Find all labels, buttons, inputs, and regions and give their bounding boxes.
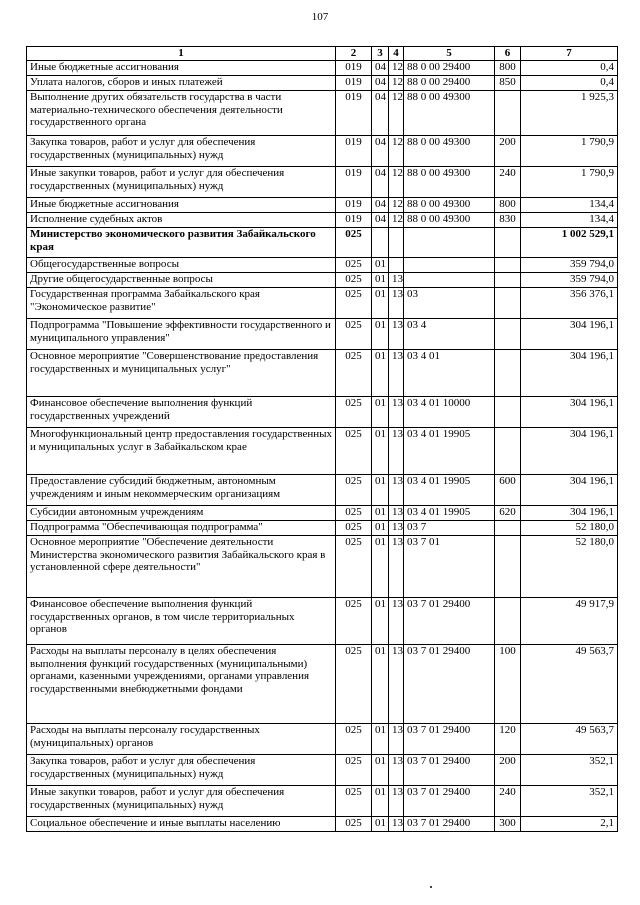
table-row [27,817,618,832]
column-header: 3 [372,47,389,61]
row-vr [495,273,521,288]
row-gr: 019 [336,198,372,213]
row-vr [495,428,521,475]
row-rz: 01 [372,273,389,288]
row-name: Закупка товаров, работ и услуг для обеспечения государственных (муниципальных) нужд [27,755,336,786]
row-vr: 200 [495,755,521,786]
row-vr [495,228,521,258]
row-amount: 134,4 [521,213,618,228]
row-name: Иные бюджетные ассигнования [27,198,336,213]
row-pr: 12 [389,136,404,167]
row-amount: 2,1 [521,817,618,832]
row-vr [495,536,521,598]
row-amount: 304 196,1 [521,319,618,350]
row-pr: 13 [389,475,404,506]
row-csr: 03 7 01 29400 [404,755,495,786]
row-csr: 03 7 01 29400 [404,724,495,755]
row-gr: 025 [336,319,372,350]
table-row [27,61,618,76]
row-gr: 025 [336,598,372,645]
row-rz: 01 [372,645,389,724]
row-amount: 359 794,0 [521,258,618,273]
row-name: Социальное обеспечение и иные выплаты населению [27,817,336,832]
row-vr: 800 [495,61,521,76]
row-rz: 01 [372,786,389,817]
row-vr: 240 [495,786,521,817]
row-pr: 13 [389,536,404,598]
row-pr: 13 [389,645,404,724]
row-gr: 025 [336,228,372,258]
table-row [27,288,618,319]
row-amount: 1 002 529,1 [521,228,618,258]
row-csr: 03 4 01 19905 [404,506,495,521]
row-amount: 134,4 [521,198,618,213]
table-row [27,506,618,521]
table-row [27,319,618,350]
row-vr [495,350,521,397]
row-rz: 01 [372,428,389,475]
row-gr: 025 [336,273,372,288]
row-rz: 01 [372,817,389,832]
row-csr: 03 4 01 10000 [404,397,495,428]
row-vr [495,258,521,273]
row-gr: 019 [336,61,372,76]
row-csr: 03 4 01 19905 [404,428,495,475]
row-csr: 03 7 01 [404,536,495,598]
row-gr: 025 [336,645,372,724]
row-vr: 100 [495,645,521,724]
row-pr: 13 [389,817,404,832]
row-name: Расходы на выплаты персоналу государственных (муниципальных) органов [27,724,336,755]
row-csr: 88 0 00 29400 [404,61,495,76]
table-row [27,198,618,213]
row-vr [495,598,521,645]
row-rz: 01 [372,755,389,786]
row-pr [389,228,404,258]
row-name: Общегосударственные вопросы [27,258,336,273]
row-rz: 01 [372,258,389,273]
row-csr: 03 7 01 29400 [404,786,495,817]
row-gr: 025 [336,258,372,273]
row-gr: 025 [336,755,372,786]
table-row [27,350,618,397]
row-name: Министерство экономического развития Забайкальского края [27,228,336,258]
row-amount: 359 794,0 [521,273,618,288]
row-pr: 13 [389,350,404,397]
row-name: Исполнение судебных актов [27,213,336,228]
row-rz: 04 [372,91,389,136]
row-amount: 52 180,0 [521,521,618,536]
row-amount: 356 376,1 [521,288,618,319]
table-row [27,76,618,91]
row-vr: 850 [495,76,521,91]
column-header: 7 [521,47,618,61]
row-gr: 019 [336,213,372,228]
row-gr: 019 [336,136,372,167]
row-vr [495,91,521,136]
row-vr: 620 [495,506,521,521]
row-csr: 88 0 00 49300 [404,213,495,228]
row-rz: 04 [372,198,389,213]
row-csr: 03 4 01 19905 [404,475,495,506]
row-name: Выполнение других обязательств государства в части материально-технического обеспечения деятельности государственного органа [27,91,336,136]
row-amount: 352,1 [521,786,618,817]
row-vr: 240 [495,167,521,198]
table-row [27,273,618,288]
row-pr: 13 [389,273,404,288]
row-name: Иные закупки товаров, работ и услуг для обеспечения государственных (муниципальных) нужд [27,167,336,198]
row-gr: 025 [336,536,372,598]
row-vr [495,288,521,319]
row-csr: 03 4 [404,319,495,350]
table-row [27,167,618,198]
row-amount: 304 196,1 [521,397,618,428]
row-name: Подпрограмма "Обеспечивающая подпрограмма" [27,521,336,536]
row-vr [495,319,521,350]
table-header-row [27,47,618,61]
row-rz: 01 [372,350,389,397]
column-header: 5 [404,47,495,61]
row-pr: 13 [389,786,404,817]
row-pr: 13 [389,397,404,428]
row-vr: 120 [495,724,521,755]
row-csr [404,258,495,273]
row-vr: 830 [495,213,521,228]
row-csr [404,273,495,288]
row-name: Другие общегосударственные вопросы [27,273,336,288]
row-name: Основное мероприятие "Совершенствование предоставления государственных и муниципальных услуг" [27,350,336,397]
table-row [27,91,618,136]
row-name: Расходы на выплаты персоналу в целях обеспечения выполнения функций государственных (муниципальными) органами, казенными учреждениями, органами управления государственными внебюджетными фондами [27,645,336,724]
row-pr: 12 [389,61,404,76]
row-csr: 03 7 01 29400 [404,645,495,724]
row-gr: 025 [336,288,372,319]
row-amount: 352,1 [521,755,618,786]
row-name: Предоставление субсидий бюджетным, автономным учреждениям и иным некоммерческим организациям [27,475,336,506]
row-rz [372,228,389,258]
row-amount: 1 790,9 [521,136,618,167]
row-rz: 01 [372,319,389,350]
row-amount: 49 563,7 [521,724,618,755]
row-vr [495,397,521,428]
row-name: Подпрограмма "Повышение эффективности государственного и муниципального управления" [27,319,336,350]
table-row [27,521,618,536]
row-amount: 304 196,1 [521,428,618,475]
row-csr: 03 [404,288,495,319]
row-vr: 300 [495,817,521,832]
row-amount: 0,4 [521,76,618,91]
budget-table [26,46,618,832]
row-rz: 01 [372,288,389,319]
row-pr: 13 [389,288,404,319]
table-row [27,428,618,475]
row-pr: 13 [389,598,404,645]
row-pr: 12 [389,76,404,91]
row-rz: 04 [372,136,389,167]
row-pr: 13 [389,319,404,350]
row-csr: 88 0 00 49300 [404,198,495,213]
row-pr: 13 [389,428,404,475]
row-vr: 200 [495,136,521,167]
row-rz: 01 [372,521,389,536]
row-name: Финансовое обеспечение выполнения функций государственных учреждений [27,397,336,428]
row-csr: 88 0 00 29400 [404,76,495,91]
row-amount: 49 917,9 [521,598,618,645]
row-amount: 1 790,9 [521,167,618,198]
column-header: 4 [389,47,404,61]
row-gr: 025 [336,475,372,506]
row-pr: 12 [389,213,404,228]
page-number: 107 [311,11,329,23]
row-csr: 03 7 01 29400 [404,598,495,645]
column-header: 1 [27,47,336,61]
row-name: Иные закупки товаров, работ и услуг для обеспечения государственных (муниципальных) нужд [27,786,336,817]
table-row [27,645,618,724]
row-amount: 1 925,3 [521,91,618,136]
row-rz: 01 [372,397,389,428]
table-row [27,213,618,228]
row-amount: 49 563,7 [521,645,618,724]
row-pr: 12 [389,198,404,213]
row-pr [389,258,404,273]
row-csr: 88 0 00 49300 [404,136,495,167]
row-vr: 600 [495,475,521,506]
row-name: Государственная программа Забайкальского края "Экономическое развитие" [27,288,336,319]
row-name: Иные бюджетные ассигнования [27,61,336,76]
row-name: Закупка товаров, работ и услуг для обеспечения государственных (муниципальных) нужд [27,136,336,167]
row-rz: 04 [372,213,389,228]
row-gr: 025 [336,724,372,755]
row-amount: 304 196,1 [521,475,618,506]
row-pr: 13 [389,724,404,755]
row-rz: 01 [372,536,389,598]
row-rz: 04 [372,76,389,91]
row-pr: 12 [389,91,404,136]
row-csr: 03 4 01 [404,350,495,397]
row-pr: 13 [389,506,404,521]
row-name: Финансовое обеспечение выполнения функций государственных органов, в том числе территориальных органов [27,598,336,645]
row-rz: 01 [372,724,389,755]
row-amount: 304 196,1 [521,350,618,397]
table-row [27,475,618,506]
row-gr: 025 [336,521,372,536]
row-amount: 52 180,0 [521,536,618,598]
scan-dot [430,886,432,888]
column-header: 2 [336,47,372,61]
column-header: 6 [495,47,521,61]
row-rz: 01 [372,598,389,645]
row-name: Субсидии автономным учреждениям [27,506,336,521]
row-gr: 025 [336,397,372,428]
row-rz: 04 [372,61,389,76]
row-gr: 025 [336,350,372,397]
table-row [27,598,618,645]
row-pr: 12 [389,167,404,198]
row-rz: 01 [372,475,389,506]
row-gr: 025 [336,786,372,817]
table-row [27,258,618,273]
row-gr: 025 [336,506,372,521]
row-csr: 03 7 [404,521,495,536]
row-gr: 025 [336,817,372,832]
row-vr [495,521,521,536]
table-row [27,536,618,598]
table-row [27,228,618,258]
row-gr: 019 [336,167,372,198]
row-gr: 025 [336,428,372,475]
row-gr: 019 [336,91,372,136]
row-csr [404,228,495,258]
table-row [27,397,618,428]
row-csr: 88 0 00 49300 [404,167,495,198]
row-rz: 04 [372,167,389,198]
row-pr: 13 [389,521,404,536]
row-pr: 13 [389,755,404,786]
row-csr: 03 7 01 29400 [404,817,495,832]
row-name: Основное мероприятие "Обеспечение деятельности Министерства экономического развития Забайкальского края в установленной сфере деятельности" [27,536,336,598]
table-row [27,755,618,786]
row-vr: 800 [495,198,521,213]
row-amount: 0,4 [521,61,618,76]
row-name: Многофункциональный центр предоставления государственных и муниципальных услуг в Забайкальском крае [27,428,336,475]
row-csr: 88 0 00 49300 [404,91,495,136]
row-gr: 019 [336,76,372,91]
table-row [27,786,618,817]
row-rz: 01 [372,506,389,521]
row-amount: 304 196,1 [521,506,618,521]
table-row [27,724,618,755]
table-row [27,136,618,167]
row-name: Уплата налогов, сборов и иных платежей [27,76,336,91]
